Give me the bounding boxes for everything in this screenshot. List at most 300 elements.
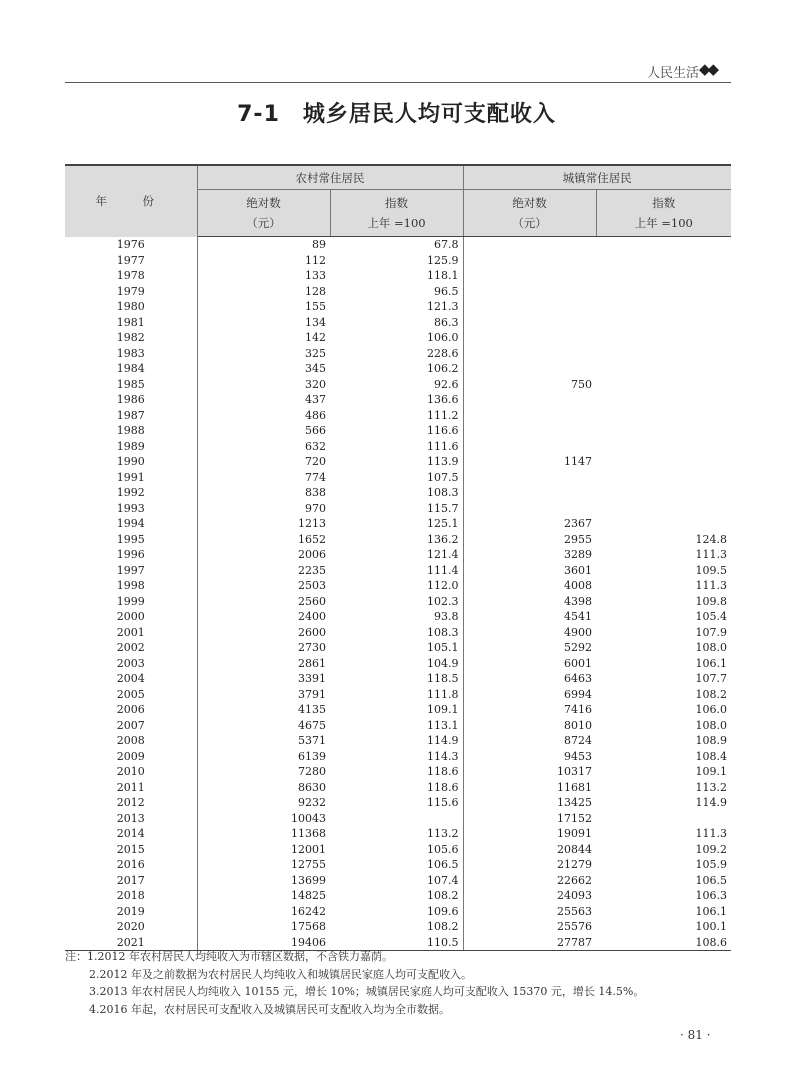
rural-index-cell: 108.3 xyxy=(330,485,463,501)
year-column-header: 年 份 xyxy=(65,165,197,237)
rural-absolute-cell: 566 xyxy=(305,424,326,437)
rural-index-cell: 228.6 xyxy=(330,346,463,362)
urban-absolute-cell: 13425 xyxy=(557,796,592,809)
rural-index-cell: 104.9 xyxy=(330,656,463,672)
urban-absolute-cell: 21279 xyxy=(557,858,592,871)
idx-label: 指数 xyxy=(652,196,676,210)
rural-index-cell: 136.2 xyxy=(330,532,463,548)
urban-absolute-cell: 4008 xyxy=(564,579,592,592)
table-row xyxy=(65,346,731,362)
urban-absolute-cell xyxy=(463,253,596,269)
table-row xyxy=(65,656,731,672)
urban-index-cell xyxy=(596,299,731,315)
table-row xyxy=(65,826,731,842)
urban-absolute-header xyxy=(463,190,596,237)
rural-absolute-cell: 2730 xyxy=(298,641,326,654)
rural-index-cell: 118.6 xyxy=(330,780,463,796)
rural-index-header xyxy=(330,190,463,237)
urban-index-cell: 106.3 xyxy=(695,889,727,902)
year-cell: 1996 xyxy=(65,547,197,563)
rural-absolute-cell: 14825 xyxy=(291,889,326,902)
urban-absolute-cell: 17152 xyxy=(557,811,592,825)
table-row xyxy=(65,749,731,765)
rural-absolute-cell: 7280 xyxy=(298,765,326,778)
rural-absolute-cell: 12755 xyxy=(291,858,326,871)
urban-absolute-cell xyxy=(463,392,596,408)
header-rule xyxy=(65,82,731,83)
urban-absolute-cell xyxy=(463,268,596,284)
urban-index-cell xyxy=(596,485,731,501)
rural-absolute-cell: 89 xyxy=(312,238,326,251)
urban-index-cell: 111.3 xyxy=(695,548,727,561)
urban-index-cell xyxy=(596,253,731,269)
rural-absolute-cell: 2503 xyxy=(298,579,326,592)
diamond-ornament-icon: ◆◆ xyxy=(699,60,717,78)
urban-absolute-cell: 19091 xyxy=(557,827,592,840)
urban-index-cell xyxy=(596,237,731,253)
year-cell: 2021 xyxy=(65,935,197,951)
urban-index-cell: 108.0 xyxy=(695,718,727,732)
table-row xyxy=(65,687,731,703)
urban-index-cell: 114.9 xyxy=(695,796,727,809)
urban-index-cell xyxy=(596,377,731,393)
rural-index-cell: 105.1 xyxy=(330,640,463,656)
year-cell: 2019 xyxy=(65,904,197,920)
table-row xyxy=(65,547,731,563)
table-row xyxy=(65,842,731,858)
rural-absolute-cell: 16242 xyxy=(291,904,326,918)
rural-absolute-cell: 486 xyxy=(305,408,326,422)
rural-absolute-cell: 6139 xyxy=(298,749,326,763)
section-label: 人民生活 xyxy=(646,66,699,81)
urban-absolute-cell: 4900 xyxy=(564,625,592,639)
urban-absolute-cell xyxy=(463,315,596,331)
rural-absolute-cell: 10043 xyxy=(291,811,326,825)
table-row xyxy=(65,454,731,470)
rural-absolute-cell: 12001 xyxy=(291,842,326,856)
rural-index-cell: 109.6 xyxy=(330,904,463,920)
rural-index-cell: 111.2 xyxy=(330,408,463,424)
rural-group-header: 农村常住居民 xyxy=(197,165,463,190)
abs-unit: （元） xyxy=(512,216,547,230)
table-row xyxy=(65,640,731,656)
rural-index-cell: 136.6 xyxy=(330,392,463,408)
urban-absolute-cell: 24093 xyxy=(557,889,592,902)
rural-absolute-cell: 3791 xyxy=(298,687,326,701)
table-row xyxy=(65,702,731,718)
year-cell: 2007 xyxy=(65,718,197,734)
urban-absolute-cell xyxy=(463,408,596,424)
urban-index-header xyxy=(596,190,731,237)
urban-index-cell xyxy=(596,470,731,486)
urban-absolute-cell xyxy=(463,423,596,439)
page-number: · 81 · xyxy=(680,1028,711,1042)
urban-absolute-cell xyxy=(463,485,596,501)
urban-absolute-cell: 3601 xyxy=(564,563,592,577)
rural-index-cell: 92.6 xyxy=(330,377,463,393)
urban-absolute-cell: 8010 xyxy=(564,718,592,732)
rural-absolute-cell: 2235 xyxy=(298,563,326,577)
urban-index-cell xyxy=(596,361,731,377)
note-4: 4.2016 年起，农村居民可支配收入及城镇居民可支配收入均为全市数据。 xyxy=(89,1002,450,1016)
table-row xyxy=(65,873,731,889)
table-row xyxy=(65,609,731,625)
urban-absolute-cell xyxy=(463,330,596,346)
urban-absolute-cell: 4541 xyxy=(564,610,592,623)
urban-index-cell xyxy=(596,439,731,455)
rural-absolute-cell: 5371 xyxy=(298,734,326,747)
urban-absolute-cell: 4398 xyxy=(564,594,592,608)
rural-index-cell: 108.3 xyxy=(330,625,463,641)
urban-index-cell: 109.8 xyxy=(695,594,727,608)
urban-absolute-cell: 6994 xyxy=(564,687,592,701)
year-cell: 1999 xyxy=(65,594,197,610)
year-cell: 2001 xyxy=(65,625,197,641)
rural-index-cell: 121.4 xyxy=(330,547,463,563)
rural-index-cell: 113.9 xyxy=(330,454,463,470)
urban-index-cell: 106.1 xyxy=(695,904,727,918)
rural-index-cell: 109.1 xyxy=(330,702,463,718)
urban-index-cell: 105.4 xyxy=(695,610,727,623)
year-cell: 2005 xyxy=(65,687,197,703)
table-row xyxy=(65,315,731,331)
note-1: 注：1.2012 年农村居民人均纯收入为市辖区数据，不含铁力嘉荫。 xyxy=(65,950,393,963)
table-row xyxy=(65,764,731,780)
rural-index-cell: 102.3 xyxy=(330,594,463,610)
table-row xyxy=(65,594,731,610)
rural-index-cell: 86.3 xyxy=(330,315,463,331)
urban-absolute-cell: 750 xyxy=(571,377,592,391)
urban-absolute-cell: 6463 xyxy=(564,672,592,685)
income-table xyxy=(65,164,731,951)
rural-absolute-cell: 632 xyxy=(305,439,326,453)
urban-index-cell: 109.1 xyxy=(695,765,727,778)
year-cell: 1993 xyxy=(65,501,197,517)
rural-absolute-cell: 774 xyxy=(305,470,326,484)
urban-index-cell: 108.4 xyxy=(695,749,727,763)
year-cell: 1989 xyxy=(65,439,197,455)
rural-index-cell: 111.4 xyxy=(330,563,463,579)
urban-absolute-cell: 7416 xyxy=(564,703,592,716)
table-row xyxy=(65,284,731,300)
urban-index-cell: 113.2 xyxy=(695,780,727,794)
urban-index-cell xyxy=(596,408,731,424)
urban-absolute-cell: 5292 xyxy=(564,641,592,654)
urban-index-cell: 106.0 xyxy=(695,703,727,716)
table-row xyxy=(65,268,731,284)
year-cell: 2008 xyxy=(65,733,197,749)
rural-index-cell: 110.5 xyxy=(330,935,463,951)
rural-absolute-cell: 320 xyxy=(305,377,326,391)
table-row xyxy=(65,578,731,594)
urban-index-cell xyxy=(596,392,731,408)
table-row xyxy=(65,377,731,393)
rural-absolute-cell: 4675 xyxy=(298,718,326,732)
urban-index-cell: 109.5 xyxy=(695,563,727,577)
year-cell: 1998 xyxy=(65,578,197,594)
rural-index-cell: 114.3 xyxy=(330,749,463,765)
rural-absolute-cell: 720 xyxy=(305,455,326,468)
rural-absolute-cell: 1213 xyxy=(298,517,326,530)
rural-index-cell: 105.6 xyxy=(330,842,463,858)
rural-index-cell xyxy=(330,811,463,827)
year-cell: 1990 xyxy=(65,454,197,470)
urban-index-cell: 109.2 xyxy=(695,842,727,856)
rural-index-cell: 106.0 xyxy=(330,330,463,346)
urban-absolute-cell xyxy=(463,237,596,253)
table-row xyxy=(65,718,731,734)
rural-index-cell: 112.0 xyxy=(330,578,463,594)
year-cell: 1979 xyxy=(65,284,197,300)
rural-absolute-cell: 142 xyxy=(305,331,326,344)
urban-index-cell xyxy=(596,330,731,346)
rural-absolute-cell: 13699 xyxy=(291,873,326,887)
urban-index-cell: 108.0 xyxy=(695,641,727,654)
idx-unit: 上年 =100 xyxy=(634,216,693,230)
rural-absolute-cell: 838 xyxy=(305,486,326,499)
rural-absolute-cell: 4135 xyxy=(298,703,326,716)
year-cell: 1978 xyxy=(65,268,197,284)
idx-unit: 上年 =100 xyxy=(367,216,426,230)
urban-index-cell xyxy=(596,268,731,284)
table-row xyxy=(65,237,731,253)
rural-absolute-cell: 11368 xyxy=(291,827,326,840)
year-cell: 2010 xyxy=(65,764,197,780)
urban-absolute-cell: 11681 xyxy=(557,780,592,794)
year-cell: 2006 xyxy=(65,702,197,718)
urban-absolute-cell: 8724 xyxy=(564,734,592,747)
urban-index-cell xyxy=(596,501,731,517)
table-row xyxy=(65,780,731,796)
urban-index-cell: 106.5 xyxy=(695,873,727,887)
table-row xyxy=(65,361,731,377)
table-row xyxy=(65,919,731,935)
rural-index-cell: 125.1 xyxy=(330,516,463,532)
rural-index-cell: 107.5 xyxy=(330,470,463,486)
table-row xyxy=(65,795,731,811)
year-cell: 2020 xyxy=(65,919,197,935)
table-row xyxy=(65,516,731,532)
year-cell: 2002 xyxy=(65,640,197,656)
year-cell: 1981 xyxy=(65,315,197,331)
page-title: 7-1 城乡居民人均可支配收入 xyxy=(237,102,556,127)
year-cell: 2014 xyxy=(65,826,197,842)
urban-index-cell xyxy=(596,346,731,362)
urban-absolute-cell xyxy=(463,439,596,455)
urban-absolute-cell: 25563 xyxy=(557,904,592,918)
table-row xyxy=(65,733,731,749)
rural-index-cell: 118.5 xyxy=(330,671,463,687)
rural-absolute-cell: 325 xyxy=(305,346,326,360)
year-cell: 2018 xyxy=(65,888,197,904)
rural-absolute-cell: 2861 xyxy=(298,656,326,670)
rural-absolute-cell: 1652 xyxy=(298,532,326,546)
year-cell: 2000 xyxy=(65,609,197,625)
year-cell: 1982 xyxy=(65,330,197,346)
rural-index-cell: 107.4 xyxy=(330,873,463,889)
urban-absolute-cell: 3289 xyxy=(564,548,592,561)
year-cell: 2017 xyxy=(65,873,197,889)
urban-index-cell xyxy=(596,516,731,532)
urban-index-cell: 107.9 xyxy=(695,625,727,639)
rural-absolute-cell: 134 xyxy=(305,315,326,329)
urban-index-cell: 111.3 xyxy=(695,579,727,592)
note-3: 3.2013 年农村居民人均纯收入 10155 元，增长 10%；城镇居民家庭人均可支配收入 15370 元，增长 14.5%。 xyxy=(89,985,645,998)
table-row xyxy=(65,392,731,408)
year-cell: 1995 xyxy=(65,532,197,548)
urban-index-cell xyxy=(596,284,731,300)
rural-absolute-cell: 17568 xyxy=(291,920,326,933)
rural-index-cell: 93.8 xyxy=(330,609,463,625)
abs-label: 绝对数 xyxy=(512,196,547,210)
year-cell: 2011 xyxy=(65,780,197,796)
year-cell: 1980 xyxy=(65,299,197,315)
table-row xyxy=(65,299,731,315)
rural-absolute-cell: 2600 xyxy=(298,625,326,639)
table-row xyxy=(65,857,731,873)
table-row xyxy=(65,671,731,687)
year-cell: 2012 xyxy=(65,795,197,811)
urban-index-cell: 124.8 xyxy=(695,532,727,546)
rural-absolute-cell: 2006 xyxy=(298,548,326,561)
urban-absolute-cell xyxy=(463,470,596,486)
rural-index-cell: 108.2 xyxy=(330,919,463,935)
urban-absolute-cell: 1147 xyxy=(564,455,592,468)
table-row xyxy=(65,532,731,548)
urban-group-header: 城镇常住居民 xyxy=(463,165,731,190)
table-row xyxy=(65,330,731,346)
urban-index-cell: 108.2 xyxy=(695,687,727,701)
rural-index-cell: 108.2 xyxy=(330,888,463,904)
year-cell: 1977 xyxy=(65,253,197,269)
note-2: 2.2012 年及之前数据为农村居民人均纯收入和城镇居民家庭人均可支配收入。 xyxy=(89,967,472,981)
rural-absolute-cell: 128 xyxy=(305,284,326,298)
year-cell: 1988 xyxy=(65,423,197,439)
year-cell: 1983 xyxy=(65,346,197,362)
rural-index-cell: 67.8 xyxy=(330,237,463,253)
rural-absolute-cell: 155 xyxy=(305,300,326,313)
rural-index-cell: 118.1 xyxy=(330,268,463,284)
urban-index-cell: 108.9 xyxy=(695,734,727,747)
urban-absolute-cell: 25576 xyxy=(557,920,592,933)
urban-absolute-cell: 22662 xyxy=(557,873,592,887)
year-cell: 2003 xyxy=(65,656,197,672)
year-cell: 1991 xyxy=(65,470,197,486)
footnotes xyxy=(65,948,644,1018)
rural-index-cell: 115.6 xyxy=(330,795,463,811)
rural-absolute-cell: 437 xyxy=(305,393,326,406)
rural-index-cell: 111.8 xyxy=(330,687,463,703)
urban-absolute-cell: 2367 xyxy=(564,517,592,530)
urban-index-cell xyxy=(596,811,731,827)
year-cell: 1976 xyxy=(65,237,197,253)
rural-absolute-cell: 112 xyxy=(305,253,326,267)
urban-absolute-cell xyxy=(463,346,596,362)
rural-index-cell: 116.6 xyxy=(330,423,463,439)
rural-index-cell: 118.6 xyxy=(330,764,463,780)
idx-label: 指数 xyxy=(385,196,408,210)
urban-absolute-cell: 27787 xyxy=(463,935,596,951)
abs-label: 绝对数 xyxy=(246,196,281,210)
year-cell: 1992 xyxy=(65,485,197,501)
rural-absolute-cell: 133 xyxy=(305,269,326,282)
urban-absolute-cell: 9453 xyxy=(564,749,592,763)
table-row xyxy=(65,625,731,641)
year-cell: 2016 xyxy=(65,857,197,873)
urban-index-cell xyxy=(596,423,731,439)
rural-index-cell: 106.5 xyxy=(330,857,463,873)
year-cell: 1994 xyxy=(65,516,197,532)
urban-absolute-cell: 2955 xyxy=(564,532,592,546)
urban-absolute-cell xyxy=(463,501,596,517)
urban-absolute-cell: 20844 xyxy=(557,842,592,856)
table-row xyxy=(65,563,731,579)
rural-absolute-cell: 2400 xyxy=(298,610,326,623)
urban-index-cell: 108.6 xyxy=(596,935,731,951)
urban-absolute-cell: 10317 xyxy=(557,765,592,778)
year-cell: 1984 xyxy=(65,361,197,377)
rural-absolute-cell: 2560 xyxy=(298,594,326,608)
rural-index-cell: 121.3 xyxy=(330,299,463,315)
table-row xyxy=(65,888,731,904)
table-row xyxy=(65,408,731,424)
urban-index-cell: 105.9 xyxy=(695,858,727,871)
year-cell: 1987 xyxy=(65,408,197,424)
urban-index-cell xyxy=(596,315,731,331)
urban-index-cell: 111.3 xyxy=(695,827,727,840)
year-cell: 2013 xyxy=(65,811,197,827)
table-row xyxy=(65,811,731,827)
table-row xyxy=(65,501,731,517)
abs-unit: （元） xyxy=(246,216,281,230)
urban-index-cell xyxy=(596,454,731,470)
urban-index-cell: 106.1 xyxy=(695,656,727,670)
table-row xyxy=(65,423,731,439)
urban-index-cell: 100.1 xyxy=(695,920,727,933)
rural-index-cell: 111.6 xyxy=(330,439,463,455)
rural-absolute-cell: 8630 xyxy=(298,780,326,794)
year-cell: 1986 xyxy=(65,392,197,408)
rural-index-cell: 113.1 xyxy=(330,718,463,734)
rural-absolute-cell: 3391 xyxy=(298,672,326,685)
rural-absolute-cell: 19406 xyxy=(197,935,330,951)
table-row xyxy=(65,470,731,486)
rural-absolute-cell: 9232 xyxy=(298,796,326,809)
rural-index-cell: 115.7 xyxy=(330,501,463,517)
year-cell: 2009 xyxy=(65,749,197,765)
table-row xyxy=(65,439,731,455)
year-cell: 1985 xyxy=(65,377,197,393)
rural-index-cell: 125.9 xyxy=(330,253,463,269)
urban-absolute-cell xyxy=(463,299,596,315)
urban-absolute-cell: 6001 xyxy=(564,656,592,670)
rural-index-cell: 113.2 xyxy=(330,826,463,842)
rural-absolute-cell: 970 xyxy=(305,501,326,515)
rural-absolute-header xyxy=(197,190,330,237)
rural-index-cell: 96.5 xyxy=(330,284,463,300)
rural-index-cell: 114.9 xyxy=(330,733,463,749)
table-row xyxy=(65,253,731,269)
table-row xyxy=(65,904,731,920)
table-row xyxy=(65,485,731,501)
urban-index-cell: 107.7 xyxy=(695,672,727,685)
urban-absolute-cell xyxy=(463,361,596,377)
rural-absolute-cell: 345 xyxy=(305,362,326,375)
year-cell: 2004 xyxy=(65,671,197,687)
year-cell: 1997 xyxy=(65,563,197,579)
urban-absolute-cell xyxy=(463,284,596,300)
year-cell: 2015 xyxy=(65,842,197,858)
